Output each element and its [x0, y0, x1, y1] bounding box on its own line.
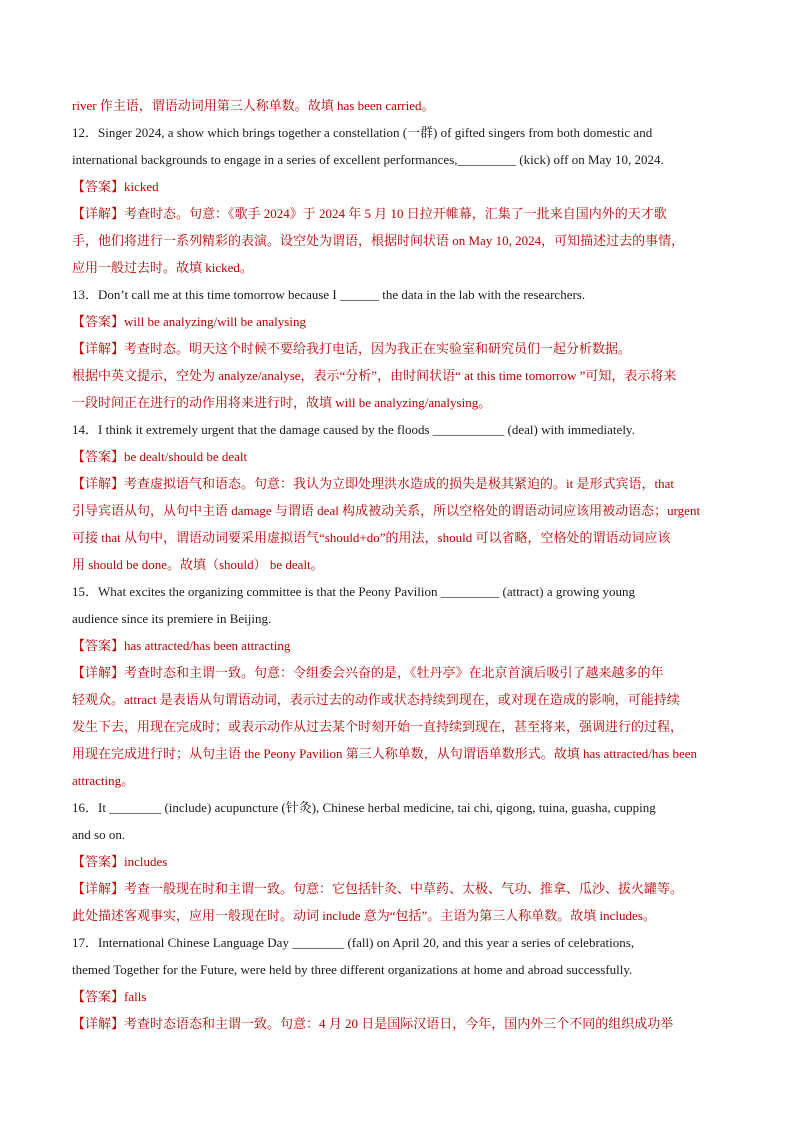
- question-12-line-2: international backgrounds to engage in a series of excellent performances,_________ (kick) off on May 10, 2024.: [72, 152, 664, 167]
- question-16-line-1: 16．It ________ (include) acupuncture (针灸), Chinese herbal medicine, tai chi, qigong, tuina, guasha, cupping: [72, 800, 656, 815]
- question-12-line-1: 12．Singer 2024, a show which brings together a constellation (一群) of gifted singers from both domestic and: [72, 125, 653, 140]
- question-14-line: 14．I think it extremely urgent that the damage caused by the floods ___________ (deal) with immediately.: [72, 422, 635, 437]
- explanation-16-line: 【详解】考查一般现在时和主谓一致。句意：它包括针灸、中草药、太极、气功、推拿、瓜沙、拔火罐等。: [72, 881, 684, 896]
- explanation-12-line: 手，他们将进行一系列精彩的表演。设空处为谓语，根据时间状语 on May 10, 2024，可知描述过去的事情，: [72, 233, 685, 248]
- answer-key-content: [72, 92, 722, 1037]
- answer-17: 【答案】falls: [72, 989, 147, 1004]
- explanation-14-line: 可接 that 从句中，谓语动词要采用虚拟语气“should+do”的用法，should 可以省略，空格处的谓语动词应该: [72, 530, 671, 545]
- explanation-15-line: 用现在完成进行时；从句主语 the Peony Pavilion 第三人称单数，从句谓语单数形式。故填 has attracted/has been: [72, 746, 698, 761]
- answer-13: 【答案】will be analyzing/will be analysing: [72, 314, 306, 329]
- question-17-line-1: 17．International Chinese Language Day ________ (fall) on April 20, and this year a series of celebrations,: [72, 935, 635, 950]
- explanation-15-line: 发生下去，用现在完成时；或表示动作从过去某个时刻开始一直持续到现在，甚至将来，强调进行的过程，: [72, 719, 684, 734]
- explanation-14-line: 引导宾语从句，从句中主语 damage 与谓语 deal 构成被动关系，所以空格处的谓语动词应该用被动语态；urgent: [72, 503, 701, 518]
- question-13-line: 13．Don’t call me at this time tomorrow because I ______ the data in the lab with the researchers.: [72, 287, 586, 302]
- answer-12: 【答案】kicked: [72, 179, 159, 194]
- explanation-15-line: 轻观众。attract 是表语从句谓语动词，表示过去的动作或状态持续到现在，或对现在造成的影响，可能持续: [72, 692, 680, 707]
- answer-15: 【答案】has attracted/has been attracting: [72, 638, 291, 653]
- question-15-line-1: 15．What excites the organizing committee is that the Peony Pavilion _________ (attract) a growing young: [72, 584, 635, 599]
- explanation-12-line: 【详解】考查时态。句意：《歌手 2024》于 2024 年 5 月 10 日拉开帷幕，汇集了一批来自国内外的天才歌: [72, 206, 667, 221]
- explanation-15-line: 【详解】考查时态和主谓一致。句意：令组委会兴奋的是，《牡丹亭》在北京首演后吸引了越来越多的年: [72, 665, 664, 680]
- explanation-17-line: 【详解】考查时态语态和主谓一致。句意：4 月 20 日是国际汉语日，今年，国内外三个不同的组织成功举: [72, 1016, 674, 1031]
- answer-16: 【答案】includes: [72, 854, 168, 869]
- explanation-14-line: 【详解】考查虚拟语气和语态。句意：我认为立即处理洪水造成的损失是极其紧迫的。it 是形式宾语，that: [72, 476, 674, 491]
- explanation-12-line: 应用一般过去时。故填 kicked。: [72, 260, 253, 275]
- answer-14: 【答案】be dealt/should be dealt: [72, 449, 248, 464]
- explanation-15-line: attracting。: [72, 773, 135, 788]
- explanation-14-line: 用 should be done。故填（should） be dealt。: [72, 557, 324, 572]
- question-15-line-2: audience since its premiere in Beijing.: [72, 611, 272, 626]
- explanation-13-line: 根据中英文提示，空处为 analyze/analyse，表示“分析”，由时间状语“ at this time tomorrow ”可知，表示将来: [72, 368, 677, 383]
- question-17-line-2: themed Together for the Future, were held by three different organizations at home and abroad successfully.: [72, 962, 633, 977]
- text-line: river 作主语，谓语动词用第三人称单数。故填 has been carried。: [72, 98, 435, 113]
- explanation-16-line: 此处描述客观事实，应用一般现在时。动词 include 意为“包括”。主语为第三人称单数。故填 includes。: [72, 908, 656, 923]
- explanation-13-line: 一段时间正在进行的动作用将来进行时，故填 will be analyzing/analysing。: [72, 395, 492, 410]
- explanation-13-line: 【详解】考查时态。明天这个时候不要给我打电话，因为我正在实验室和研究员们一起分析数据。: [72, 341, 632, 356]
- question-16-line-2: and so on.: [72, 827, 126, 842]
